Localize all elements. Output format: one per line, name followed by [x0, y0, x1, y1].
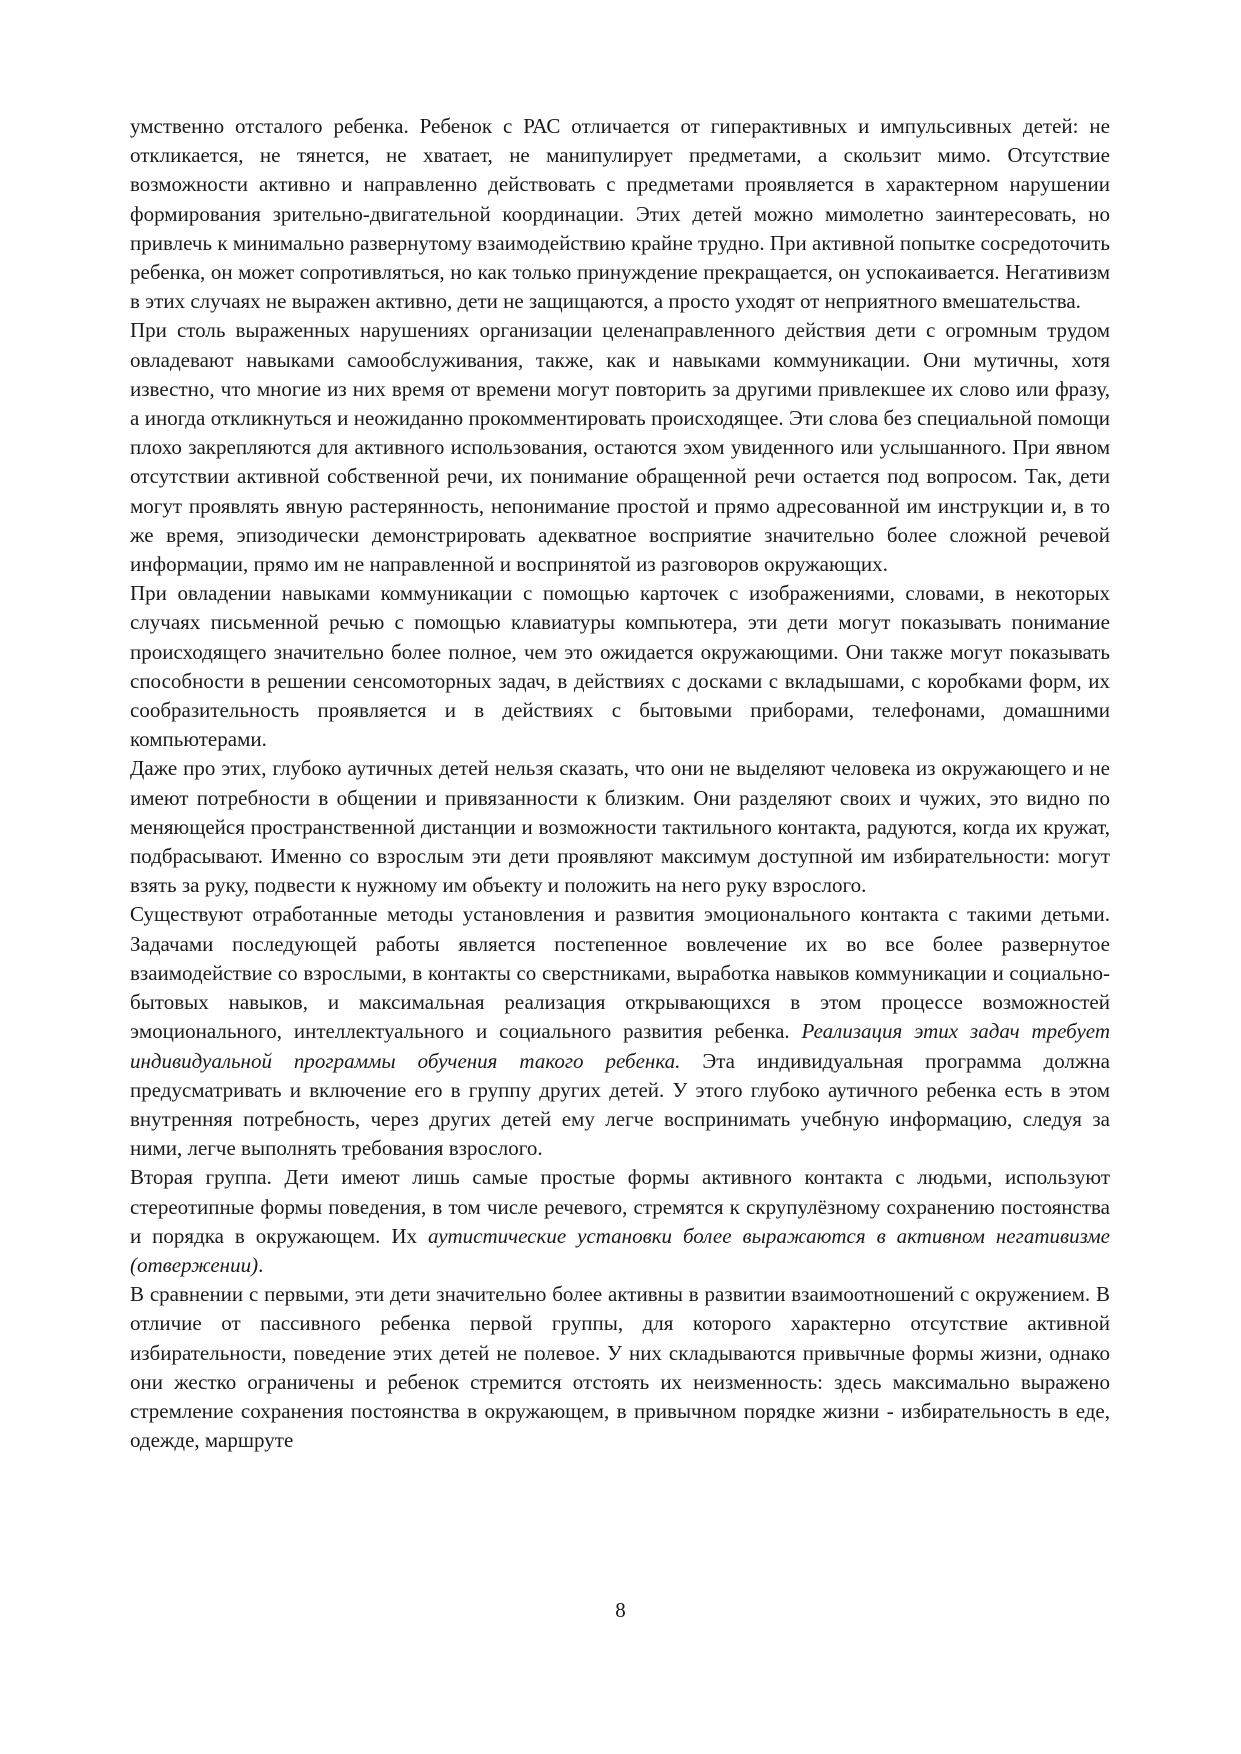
paragraph-7: В сравнении с первыми, эти дети значительно более активны в развитии взаимоотношений с окружением. В отличие от пассивного ребенка первой группы, для которого характерно отсутствие активной избирательности, поведение этих детей не полевое. У них складываются привычные формы жизни, однако они жестко ограничены и ребенок стремится отстоять их неизменность: здесь максимально выражено стремление сохранения постоянства в окружающем, в привычном порядке жизни - избирательность в еде, одежде, маршруте — [130, 1282, 1110, 1453]
body-text — [130, 112, 1110, 1455]
paragraph-2: При столь выраженных нарушениях организации целенаправленного действия дети с огромным трудом овладевают навыками самообслуживания, также, как и навыками коммуникации. Они мутичны, хотя известно, что многие из них время от времени могут повторить за другими привлекшее их слово или фразу, а иногда откликнуться и неожиданно прокомментировать происходящее. Эти слова без специальной помощи плохо закрепляются для активного использования, остаются эхом увиденного или услышанного. При явном отсутствии активной собственной речи, их понимание обращенной речи остается под вопросом. Так, дети могут проявлять явную растерянность, непонимание простой и прямо адресованной им инструкции и, в то же время, эпизодически демонстрировать адекватное восприятие значительно более сложной речевой информации, прямо им не направленной и воспринятой из разговоров окружающих. — [130, 318, 1110, 577]
paragraph-5-italic: Реализация этих задач требует индивидуальной программы обучения такого ребенка. — [130, 1019, 1110, 1073]
paragraph-6-text-after: . — [258, 1252, 264, 1277]
paragraph-5-text-after: Эта индивидуальная программа должна предусматривать и включение его в группу других детей. У этого глубоко аутичного ребенка есть в этом внутренняя потребность, через других детей ему легче воспринимать учебную информацию, следуя за ними, легче выполнять требования взрослого. — [130, 1048, 1110, 1161]
paragraph-1: умственно отсталого ребенка. Ребенок с РАС отличается от гиперактивных и импульсивных детей: не откликается, не тянется, не хватает, не манипулирует предметами, а скользит мимо. Отсутствие возможности активно и направленно действовать с предметами проявляется в характерном нарушении формирования зрительно-двигательной координации. Этих детей можно мимолетно заинтересовать, но привлечь к минимально развернутому взаимодействию крайне трудно. При активной попытке сосредоточить ребенка, он может сопротивляться, но как только принуждение прекращается, он успокаивается. Негативизм в этих случаях не выражен активно, дети не защищаются, а просто уходят от неприятного вмешательства. — [130, 114, 1110, 314]
paragraph-5-text-before: Существуют отработанные методы установления и развития эмоционального контакта с такими детьми. Задачами последующей работы является постепенное вовлечение их во все более развернутое взаимодействие со взрослыми, в контакты со сверстниками, выработка навыков коммуникации и социально-бытовых навыков, и максимальная реализация открывающихся в этом процессе возможностей эмоционального, интеллектуального и социального развития ребенка. — [130, 902, 1110, 1044]
paragraph-6-text-before: Вторая группа. Дети имеют лишь самые простые формы активного контакта с людьми, используют стереотипные формы поведения, в том числе речевого, стремятся к скрупулёзному сохранению постоянства и порядка в окружающем. Их — [130, 1165, 1110, 1248]
page-number: 8 — [615, 1598, 626, 1622]
paragraph-4: Даже про этих, глубоко аутичных детей нельзя сказать, что они не выделяют человека из окружающего и не имеют потребности в общении и привязанности к близким. Они разделяют своих и чужих, это видно по меняющейся пространственной дистанции и возможности тактильного контакта, радуются, когда их кружат, подбрасывают. Именно со взрослым эти дети проявляют максимум доступной им избирательности: могут взять за руку, подвести к нужному им объекту и положить на него руку взрослого. — [130, 756, 1110, 898]
paragraph-6 — [130, 1163, 1110, 1280]
paragraph-6-italic: аутистические установки более выражаются в активном негативизме (отвержении) — [130, 1223, 1110, 1277]
paragraph-3: При овладении навыками коммуникации с помощью карточек с изображениями, словами, в некоторых случаях письменной речью с помощью клавиатуры компьютера, эти дети могут показывать понимание происходящего значительно более полное, чем это ожидается окружающими. Они также могут показывать способности в решении сенсомоторных задач, в действиях с досками с вкладышами, с коробками форм, их сообразительность проявляется и в действиях с бытовыми приборами, телефонами, домашними компьютерами. — [130, 581, 1110, 752]
paragraph-5 — [130, 900, 1110, 1163]
